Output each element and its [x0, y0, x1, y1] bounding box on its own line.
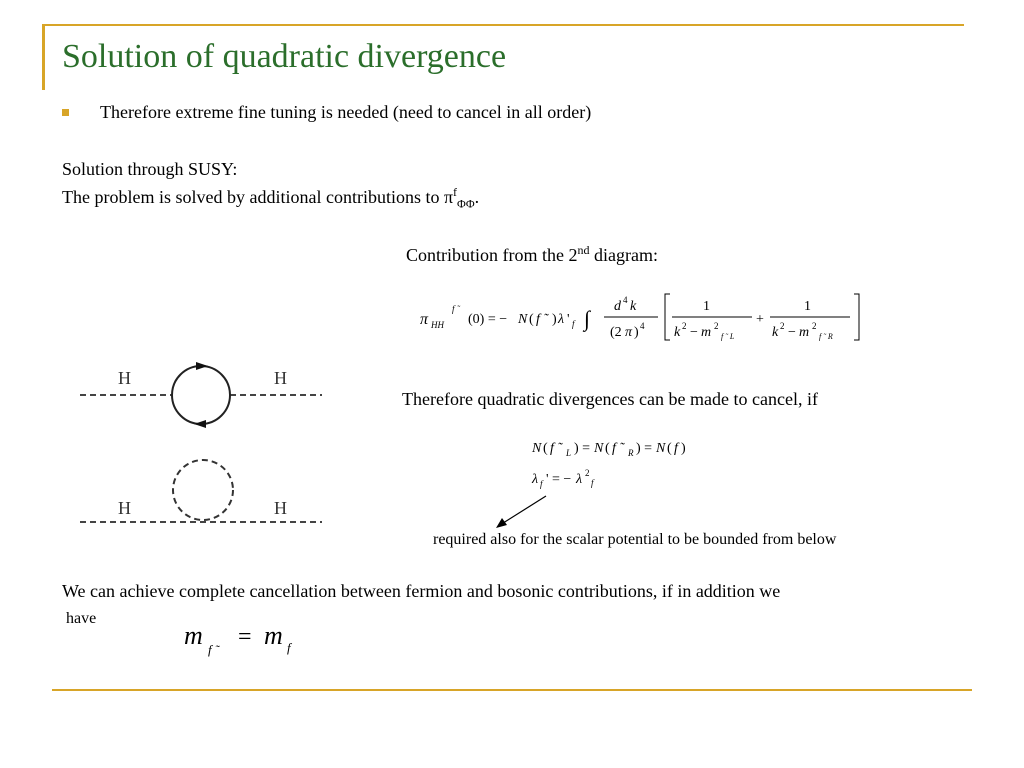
arrow-to-note — [490, 492, 554, 532]
svg-text:N: N — [518, 312, 528, 327]
scalar-loop-diagram — [76, 450, 326, 530]
cancellation-conditions — [528, 436, 748, 492]
svg-text:N: N — [594, 441, 604, 456]
svg-text:(: ( — [543, 441, 548, 456]
svg-text:f ˜ L: f ˜ L — [721, 332, 735, 341]
svg-text:(: ( — [529, 312, 534, 327]
svg-text:) =: ) = — [574, 441, 591, 456]
bullet-text: Therefore extreme fine tuning is needed (need to cancel in all order) — [100, 102, 592, 122]
susy-line-2-sup: f — [453, 185, 458, 199]
svg-text:λ: λ — [532, 472, 539, 487]
svg-text:2: 2 — [682, 321, 687, 331]
achieve-line-1: We can achieve complete cancellation between fermion and bosonic contributions, if in addition we — [62, 581, 781, 601]
svg-text:k: k — [630, 299, 637, 314]
svg-text:N: N — [532, 441, 542, 456]
svg-text:m: m — [264, 621, 283, 650]
contribution-sup: nd — [577, 243, 590, 257]
svg-text:2: 2 — [714, 321, 719, 331]
svg-text:λ: λ — [576, 472, 583, 487]
svg-text:f ˜: f ˜ — [452, 304, 460, 314]
svg-text:(2: (2 — [610, 325, 622, 340]
slide-title: Solution of quadratic divergence — [62, 38, 507, 75]
svg-text:m: m — [799, 325, 810, 340]
therefore-line: Therefore quadratic divergences can be made to cancel, if — [402, 389, 818, 409]
susy-line-1: Solution through SUSY: — [62, 159, 238, 179]
svg-text:4: 4 — [640, 321, 645, 331]
contribution-suffix: diagram: — [589, 245, 658, 265]
svg-text:m: m — [701, 325, 712, 340]
svg-text:): ) — [681, 441, 686, 456]
susy-line-2-prefix: The problem is solved by additional contributions to π — [62, 187, 454, 207]
top-horizontal-rule — [42, 24, 964, 26]
svg-text:(: ( — [605, 441, 610, 456]
svg-text:) =: ) = — [636, 441, 653, 456]
svg-text:4: 4 — [623, 295, 628, 305]
svg-text:L: L — [566, 448, 572, 458]
svg-text:d: d — [614, 299, 621, 314]
svg-text:' = −: ' = − — [546, 472, 572, 487]
susy-line-2-sub: ΦΦ — [457, 196, 475, 211]
svg-text:−: − — [690, 325, 698, 340]
top-right-h-label: H — [274, 368, 287, 388]
svg-text:N: N — [656, 441, 666, 456]
svg-text:k: k — [674, 325, 681, 340]
required-note: required also for the scalar potential to be bounded from below — [433, 531, 837, 548]
svg-text:2: 2 — [780, 321, 785, 331]
svg-text:=: = — [238, 624, 252, 650]
svg-text:1: 1 — [703, 299, 710, 314]
svg-text:∫: ∫ — [584, 306, 591, 331]
susy-line-2-suffix: . — [474, 187, 480, 207]
svg-text:2: 2 — [585, 468, 590, 478]
svg-text:2: 2 — [812, 321, 817, 331]
svg-text:f ˜ R: f ˜ R — [819, 332, 833, 341]
svg-text:f ˜: f ˜ — [612, 441, 625, 456]
svg-text:R: R — [628, 448, 634, 458]
fermion-loop-diagram — [76, 352, 326, 432]
svg-text:λ: λ — [558, 312, 565, 327]
contribution-prefix: Contribution from the 2 — [406, 245, 578, 265]
susy-line-2 — [62, 185, 480, 211]
svg-text:k: k — [772, 325, 779, 340]
svg-text:f: f — [572, 319, 575, 329]
svg-text:f: f — [674, 441, 678, 456]
svg-text:f ˜: f ˜ — [208, 642, 220, 657]
mass-equality-formula — [180, 618, 330, 664]
svg-text:1: 1 — [804, 299, 811, 314]
svg-text:+: + — [756, 312, 764, 327]
svg-text:': ' — [567, 312, 570, 327]
svg-text:HH: HH — [431, 320, 444, 330]
top-left-h-label: H — [118, 368, 131, 388]
left-vertical-rule — [42, 24, 45, 90]
achieve-line-2: have — [66, 610, 97, 627]
svg-text:(: ( — [667, 441, 672, 456]
bottom-right-h-label: H — [274, 498, 287, 518]
svg-text:−: − — [788, 325, 796, 340]
svg-text:(0) = −: (0) = − — [468, 312, 508, 327]
svg-text:f ˜: f ˜ — [550, 441, 563, 456]
contribution-line — [406, 243, 658, 265]
svg-text:f ˜: f ˜ — [536, 312, 549, 327]
svg-text:f: f — [591, 478, 594, 488]
bottom-horizontal-rule — [52, 689, 972, 691]
svg-text:f: f — [287, 640, 291, 655]
svg-text:): ) — [552, 312, 557, 327]
svg-text:π: π — [625, 325, 633, 340]
bottom-left-h-label: H — [118, 498, 131, 518]
bullet-marker — [62, 109, 69, 116]
pi-hh-equation — [418, 288, 868, 348]
svg-text:): ) — [634, 325, 639, 340]
svg-text:m: m — [184, 621, 203, 650]
svg-text:f: f — [540, 479, 543, 489]
svg-text:π: π — [420, 311, 429, 328]
